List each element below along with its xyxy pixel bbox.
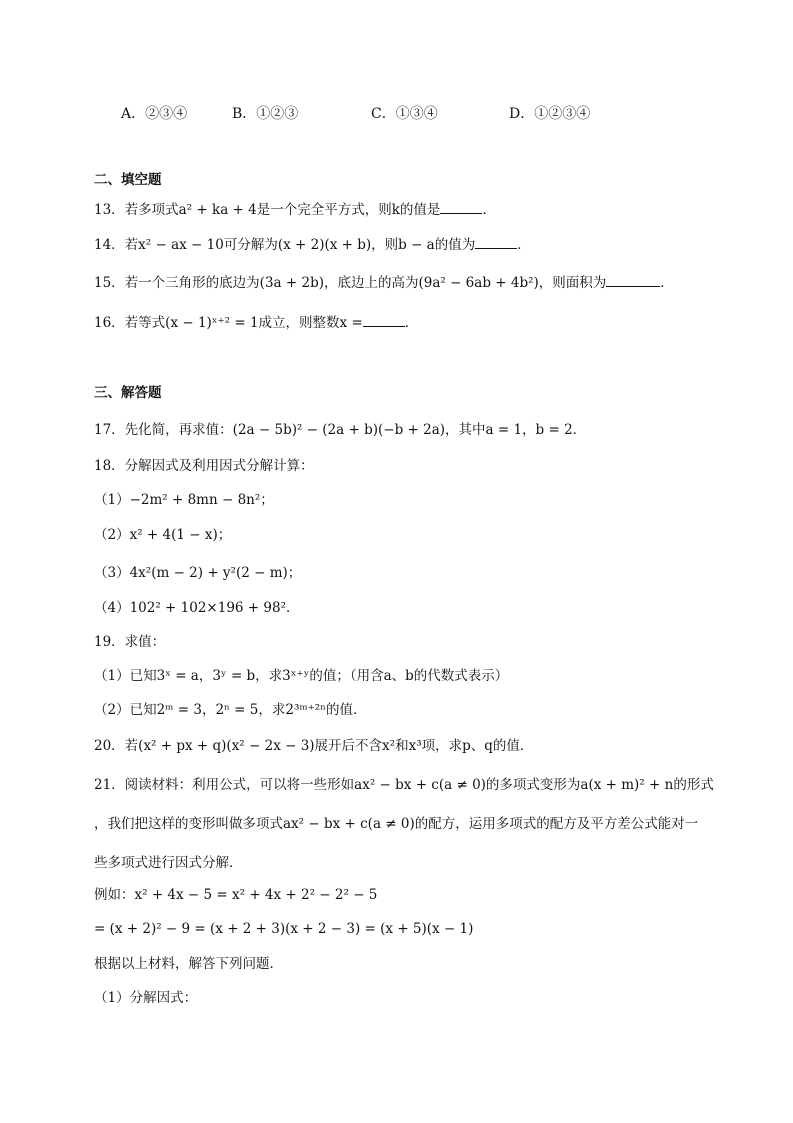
answer-blank — [440, 200, 482, 214]
question-13-text: 13．若多项式a² + ka + 4是一个完全平方式，则k的值是 — [94, 202, 441, 218]
option-a: A．②③④ — [121, 106, 188, 122]
question-18-part-3: （3）4x²(m − 2) + y²(2 − m)； — [94, 565, 302, 581]
question-19: 19．求值： — [94, 634, 166, 650]
question-15: 15．若一个三角形的底边为(3a + 2b)，底边上的高为(9a² − 6ab + 4b²)，则面积为 ． — [94, 275, 674, 291]
answer-blank — [475, 235, 517, 249]
question-16: 16．若等式(x − 1)ˣ⁺² = 1成立，则整数x = ． — [94, 315, 419, 331]
answer-blank — [363, 313, 405, 327]
question-21-example-2: = (x + 2)² − 9 = (x + 2 + 3)(x + 2 − 3) = (x + 5)(x − 1) — [94, 921, 474, 937]
section-title-solve: 三、解答题 — [94, 385, 162, 401]
question-18-part-4: （4）102² + 102×196 + 98²． — [94, 600, 300, 616]
question-21-line-2: ，我们把这样的变形叫做多项式ax² − bx + c(a ≠ 0)的配方，运用多项式的配方及平方差公式能对一 — [94, 816, 699, 832]
question-21-line-4: 根据以上材料，解答下列问题． — [94, 956, 283, 972]
option-c: C．①③④ — [371, 106, 438, 122]
question-19-part-1: （1）已知3ˣ = a，3ʸ = b，求3ˣ⁺ʸ的值；（用含a、b的代数式表示） — [94, 668, 509, 684]
question-21-part-1: （1）分解因式： — [94, 990, 198, 1006]
question-21-line-3: 些多项式进行因式分解． — [94, 855, 243, 871]
question-20: 20．若(x² + px + q)(x² − 2x − 3)展开后不含x²和x³项，求p、q的值． — [94, 738, 534, 754]
question-18: 18．分解因式及利用因式分解计算： — [94, 458, 314, 474]
question-16-text: 16．若等式(x − 1)ˣ⁺² = 1成立，则整数x = — [94, 315, 363, 331]
question-15-text: 15．若一个三角形的底边为(3a + 2b)，底边上的高为(9a² − 6ab + 4b²)，则面积为 — [94, 275, 607, 291]
option-d: D．①②③④ — [509, 106, 591, 122]
option-b: B．①②③ — [232, 106, 299, 122]
question-13: 13．若多项式a² + ka + 4是一个完全平方式，则k的值是 ． — [94, 202, 496, 218]
question-19-part-2: （2）已知2ᵐ = 3，2ⁿ = 5，求2³ᵐ⁺²ⁿ的值． — [94, 702, 367, 718]
question-21-line-1: 21．阅读材料：利用公式，可以将一些形如ax² − bx + c(a ≠ 0)的多项式变形为a(x + m)² + n的形式 — [94, 777, 714, 793]
question-17: 17．先化简，再求值：(2a − 5b)² − (2a + b)(−b + 2a)，其中a = 1，b = 2． — [94, 422, 587, 438]
question-18-part-2: （2）x² + 4(1 − x)； — [94, 527, 232, 543]
question-14-text: 14．若x² − ax − 10可分解为(x + 2)(x + b)，则b − a的值为 — [94, 237, 476, 253]
answer-blank — [606, 273, 660, 287]
question-14: 14．若x² − ax − 10可分解为(x + 2)(x + b)，则b − a的值为 ． — [94, 237, 531, 253]
question-18-part-1: （1）−2m² + 8mn − 8n²； — [94, 492, 274, 508]
question-21-example-1: 例如：x² + 4x − 5 = x² + 4x + 2² − 2² − 5 — [94, 887, 378, 903]
section-title-fill-in: 二、填空题 — [94, 172, 162, 188]
